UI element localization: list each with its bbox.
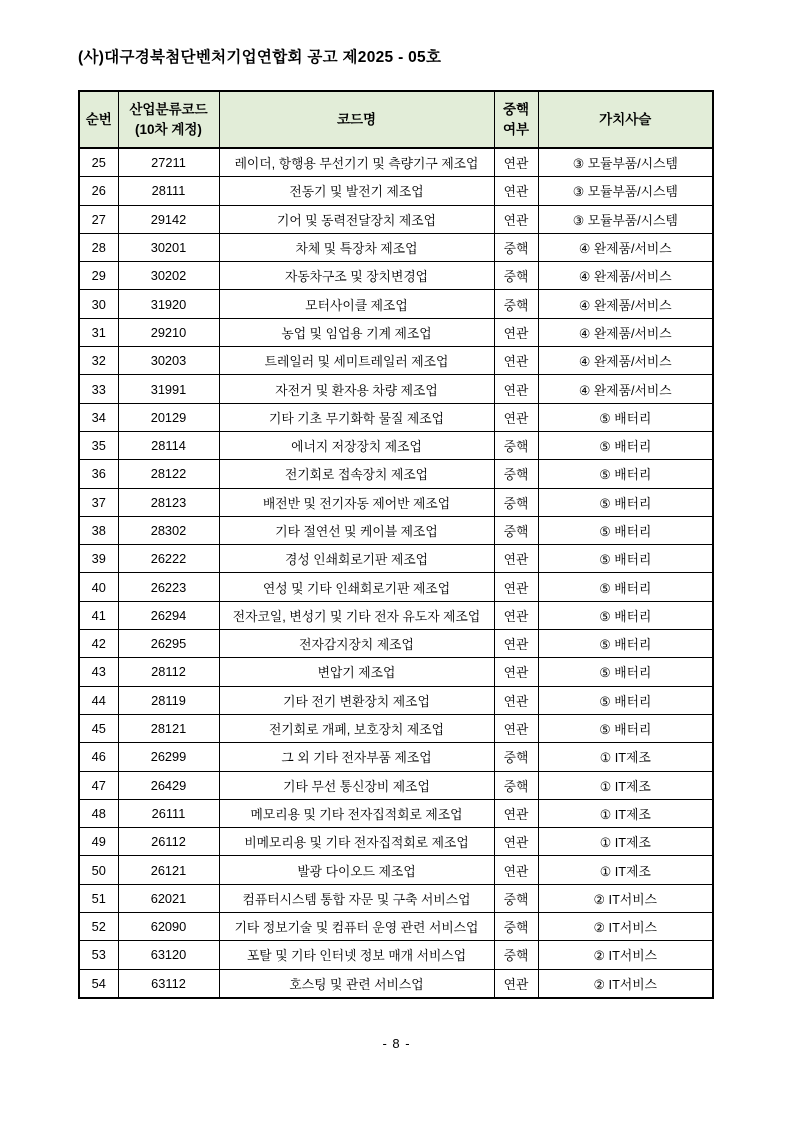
column-header-core: 중핵 여부	[494, 91, 538, 148]
cell-chain: ③ 모듈부품/시스템	[538, 148, 713, 177]
cell-chain: ① IT제조	[538, 828, 713, 856]
table-row	[79, 347, 713, 375]
table-row	[79, 856, 713, 884]
table-row	[79, 884, 713, 912]
cell-code: 30202	[118, 262, 219, 290]
cell-no: 52	[79, 913, 118, 941]
cell-name: 메모리용 및 기타 전자집적회로 제조업	[219, 799, 494, 827]
cell-code: 31920	[118, 290, 219, 318]
cell-core: 연관	[494, 601, 538, 629]
cell-no: 46	[79, 743, 118, 771]
cell-no: 37	[79, 488, 118, 516]
cell-code: 26294	[118, 601, 219, 629]
cell-code: 26223	[118, 573, 219, 601]
cell-name: 모터사이클 제조업	[219, 290, 494, 318]
cell-core: 연관	[494, 205, 538, 233]
cell-name: 자동차구조 및 장치변경업	[219, 262, 494, 290]
cell-core: 연관	[494, 403, 538, 431]
cell-name: 농업 및 임업용 기계 제조업	[219, 318, 494, 346]
cell-no: 48	[79, 799, 118, 827]
cell-core: 연관	[494, 630, 538, 658]
table-row	[79, 913, 713, 941]
cell-name: 전자감지장치 제조업	[219, 630, 494, 658]
cell-name: 전자코일, 변성기 및 기타 전자 유도자 제조업	[219, 601, 494, 629]
table-row	[79, 799, 713, 827]
table-row	[79, 714, 713, 742]
cell-chain: ⑤ 배터리	[538, 403, 713, 431]
cell-code: 28302	[118, 516, 219, 544]
cell-no: 54	[79, 969, 118, 998]
cell-core: 중핵	[494, 771, 538, 799]
table-row	[79, 969, 713, 998]
cell-core: 연관	[494, 177, 538, 205]
cell-core: 중핵	[494, 941, 538, 969]
cell-no: 44	[79, 686, 118, 714]
cell-name: 연성 및 기타 인쇄회로기판 제조업	[219, 573, 494, 601]
cell-core: 중핵	[494, 460, 538, 488]
cell-no: 51	[79, 884, 118, 912]
cell-no: 40	[79, 573, 118, 601]
cell-chain: ① IT제조	[538, 799, 713, 827]
cell-code: 28123	[118, 488, 219, 516]
cell-no: 30	[79, 290, 118, 318]
cell-chain: ② IT서비스	[538, 969, 713, 998]
cell-no: 43	[79, 658, 118, 686]
cell-no: 29	[79, 262, 118, 290]
cell-core: 중핵	[494, 913, 538, 941]
cell-code: 26121	[118, 856, 219, 884]
cell-chain: ④ 완제품/서비스	[538, 290, 713, 318]
cell-chain: ④ 완제품/서비스	[538, 233, 713, 261]
column-header-chain: 가치사슬	[538, 91, 713, 148]
cell-no: 53	[79, 941, 118, 969]
table-row	[79, 516, 713, 544]
cell-no: 35	[79, 431, 118, 459]
cell-chain: ④ 완제품/서비스	[538, 347, 713, 375]
cell-no: 25	[79, 148, 118, 177]
cell-chain: ② IT서비스	[538, 884, 713, 912]
cell-name: 변압기 제조업	[219, 658, 494, 686]
table-row	[79, 205, 713, 233]
cell-code: 28121	[118, 714, 219, 742]
cell-code: 31991	[118, 375, 219, 403]
cell-name: 포탈 및 기타 인터넷 정보 매개 서비스업	[219, 941, 494, 969]
cell-no: 47	[79, 771, 118, 799]
industry-code-table	[78, 90, 714, 999]
cell-name: 차체 및 특장차 제조업	[219, 233, 494, 261]
cell-core: 연관	[494, 799, 538, 827]
column-header-no: 순번	[79, 91, 118, 148]
cell-code: 29210	[118, 318, 219, 346]
cell-no: 41	[79, 601, 118, 629]
table-row	[79, 601, 713, 629]
cell-no: 34	[79, 403, 118, 431]
cell-chain: ⑤ 배터리	[538, 545, 713, 573]
table-row	[79, 573, 713, 601]
cell-code: 63112	[118, 969, 219, 998]
cell-code: 28114	[118, 431, 219, 459]
table-body	[79, 148, 713, 998]
cell-chain: ① IT제조	[538, 856, 713, 884]
cell-name: 경성 인쇄회로기판 제조업	[219, 545, 494, 573]
cell-code: 28122	[118, 460, 219, 488]
cell-name: 비메모리용 및 기타 전자집적회로 제조업	[219, 828, 494, 856]
cell-chain: ⑤ 배터리	[538, 460, 713, 488]
cell-core: 중핵	[494, 262, 538, 290]
cell-name: 호스팅 및 관련 서비스업	[219, 969, 494, 998]
cell-code: 20129	[118, 403, 219, 431]
cell-name: 기타 무선 통신장비 제조업	[219, 771, 494, 799]
cell-no: 36	[79, 460, 118, 488]
table-row	[79, 233, 713, 261]
table-row	[79, 460, 713, 488]
table-row	[79, 148, 713, 177]
cell-code: 28111	[118, 177, 219, 205]
cell-no: 27	[79, 205, 118, 233]
column-header-code: 산업분류코드 (10차 계정)	[118, 91, 219, 148]
cell-name: 전기회로 개폐, 보호장치 제조업	[219, 714, 494, 742]
cell-core: 중핵	[494, 884, 538, 912]
table-row	[79, 828, 713, 856]
industry-code-table-wrap	[78, 90, 712, 999]
cell-no: 45	[79, 714, 118, 742]
cell-code: 62021	[118, 884, 219, 912]
table-row	[79, 941, 713, 969]
cell-core: 연관	[494, 148, 538, 177]
cell-chain: ⑤ 배터리	[538, 658, 713, 686]
cell-name: 배전반 및 전기자동 제어반 제조업	[219, 488, 494, 516]
cell-chain: ⑤ 배터리	[538, 488, 713, 516]
cell-no: 28	[79, 233, 118, 261]
table-row	[79, 290, 713, 318]
page-number: - 8 -	[382, 1036, 411, 1051]
cell-core: 중핵	[494, 743, 538, 771]
document-title: (사)대구경북첨단벤처기업연합회 공고 제2025 - 05호	[78, 49, 442, 66]
cell-name: 에너지 저장장치 제조업	[219, 431, 494, 459]
cell-code: 27211	[118, 148, 219, 177]
cell-chain: ② IT서비스	[538, 941, 713, 969]
cell-core: 연관	[494, 318, 538, 346]
cell-code: 26111	[118, 799, 219, 827]
cell-chain: ⑤ 배터리	[538, 686, 713, 714]
cell-code: 62090	[118, 913, 219, 941]
table-row	[79, 431, 713, 459]
cell-chain: ⑤ 배터리	[538, 573, 713, 601]
cell-code: 29142	[118, 205, 219, 233]
cell-name: 발광 다이오드 제조업	[219, 856, 494, 884]
cell-core: 연관	[494, 714, 538, 742]
cell-name: 컴퓨터시스템 통합 자문 및 구축 서비스업	[219, 884, 494, 912]
cell-core: 연관	[494, 375, 538, 403]
cell-core: 연관	[494, 545, 538, 573]
cell-name: 전동기 및 발전기 제조업	[219, 177, 494, 205]
cell-chain: ⑤ 배터리	[538, 601, 713, 629]
cell-core: 연관	[494, 347, 538, 375]
cell-no: 32	[79, 347, 118, 375]
cell-chain: ① IT제조	[538, 771, 713, 799]
cell-no: 50	[79, 856, 118, 884]
cell-chain: ⑤ 배터리	[538, 630, 713, 658]
cell-no: 33	[79, 375, 118, 403]
table-row	[79, 658, 713, 686]
cell-core: 중핵	[494, 488, 538, 516]
cell-name: 자전거 및 환자용 차량 제조업	[219, 375, 494, 403]
table-row	[79, 177, 713, 205]
cell-core: 중핵	[494, 516, 538, 544]
table-row	[79, 743, 713, 771]
cell-no: 26	[79, 177, 118, 205]
cell-name: 레이더, 항행용 무선기기 및 측량기구 제조업	[219, 148, 494, 177]
cell-chain: ④ 완제품/서비스	[538, 318, 713, 346]
cell-chain: ② IT서비스	[538, 913, 713, 941]
cell-chain: ⑤ 배터리	[538, 431, 713, 459]
cell-no: 42	[79, 630, 118, 658]
cell-chain: ③ 모듈부품/시스템	[538, 177, 713, 205]
cell-code: 26429	[118, 771, 219, 799]
cell-code: 28119	[118, 686, 219, 714]
table-row	[79, 771, 713, 799]
cell-chain: ④ 완제품/서비스	[538, 375, 713, 403]
cell-no: 49	[79, 828, 118, 856]
table-row	[79, 262, 713, 290]
cell-core: 중핵	[494, 431, 538, 459]
table-row	[79, 686, 713, 714]
table-row	[79, 630, 713, 658]
cell-name: 기타 정보기술 및 컴퓨터 운영 관련 서비스업	[219, 913, 494, 941]
cell-chain: ③ 모듈부품/시스템	[538, 205, 713, 233]
cell-chain: ⑤ 배터리	[538, 714, 713, 742]
cell-no: 39	[79, 545, 118, 573]
cell-name: 기어 및 동력전달장치 제조업	[219, 205, 494, 233]
cell-code: 30201	[118, 233, 219, 261]
cell-chain: ① IT제조	[538, 743, 713, 771]
cell-name: 기타 전기 변환장치 제조업	[219, 686, 494, 714]
cell-chain: ⑤ 배터리	[538, 516, 713, 544]
cell-name: 그 외 기타 전자부품 제조업	[219, 743, 494, 771]
cell-code: 63120	[118, 941, 219, 969]
cell-name: 기타 기초 무기화학 물질 제조업	[219, 403, 494, 431]
column-header-name: 코드명	[219, 91, 494, 148]
cell-code: 30203	[118, 347, 219, 375]
cell-code: 26112	[118, 828, 219, 856]
table-row	[79, 545, 713, 573]
table-row	[79, 403, 713, 431]
table-row	[79, 318, 713, 346]
cell-code: 26222	[118, 545, 219, 573]
cell-no: 31	[79, 318, 118, 346]
cell-name: 트레일러 및 세미트레일러 제조업	[219, 347, 494, 375]
cell-core: 연관	[494, 686, 538, 714]
cell-no: 38	[79, 516, 118, 544]
cell-code: 28112	[118, 658, 219, 686]
table-header-row	[79, 91, 713, 148]
table-row	[79, 488, 713, 516]
cell-core: 연관	[494, 969, 538, 998]
cell-name: 기타 절연선 및 케이블 제조업	[219, 516, 494, 544]
cell-name: 전기회로 접속장치 제조업	[219, 460, 494, 488]
cell-code: 26299	[118, 743, 219, 771]
table-row	[79, 375, 713, 403]
cell-code: 26295	[118, 630, 219, 658]
cell-core: 연관	[494, 573, 538, 601]
cell-core: 중핵	[494, 233, 538, 261]
cell-core: 연관	[494, 828, 538, 856]
cell-core: 연관	[494, 658, 538, 686]
cell-core: 연관	[494, 856, 538, 884]
cell-core: 중핵	[494, 290, 538, 318]
cell-chain: ④ 완제품/서비스	[538, 262, 713, 290]
